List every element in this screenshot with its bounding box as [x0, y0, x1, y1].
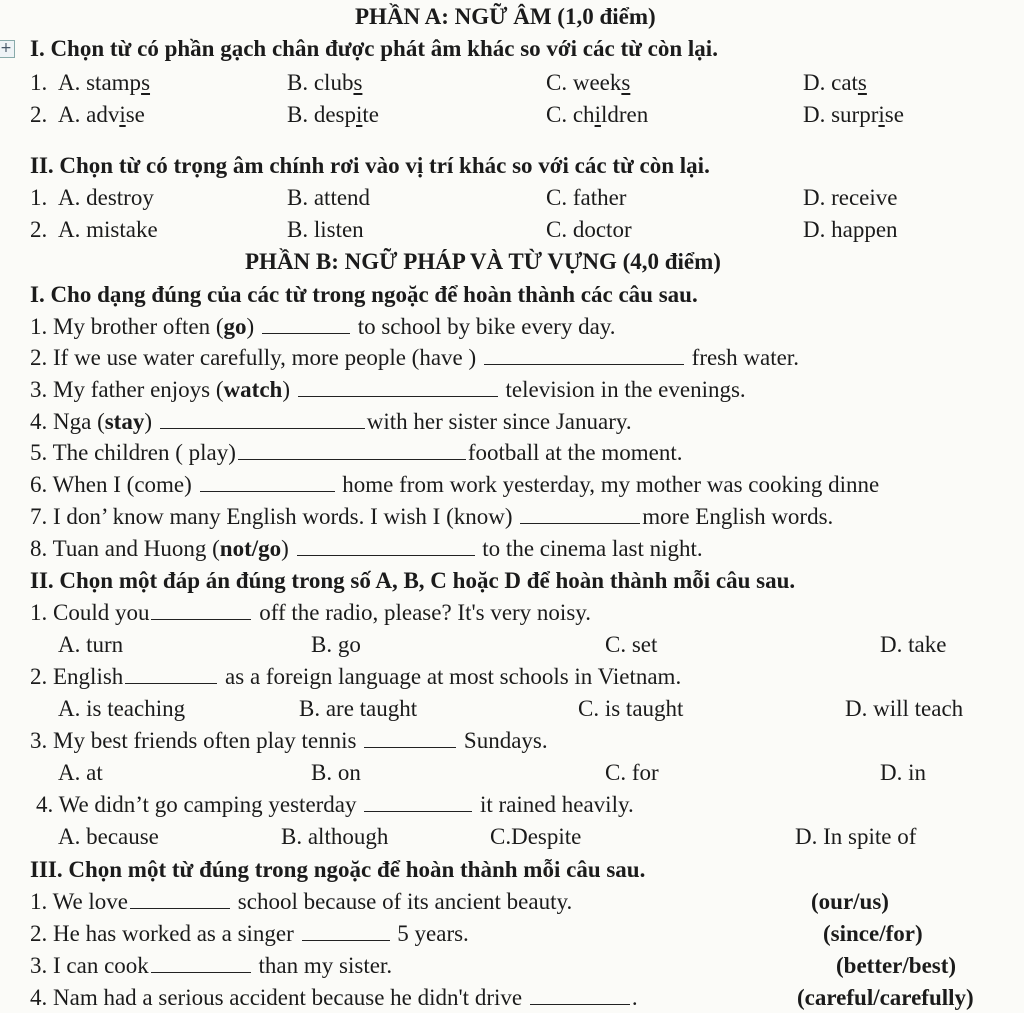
answer-blank[interactable]: [297, 537, 475, 556]
answer-blank[interactable]: [125, 665, 217, 684]
part-a-section2-heading: II. Chọn từ có trọng âm chính rơi vào vị trí khác so với các từ còn lại.: [30, 153, 710, 178]
question-row: 3. My father enjoys (watch) television in the evenings.: [30, 377, 746, 402]
answer-blank[interactable]: [130, 890, 230, 909]
question-row: 2. English as a foreign language at most schools in Vietnam.: [30, 664, 682, 689]
expand-icon[interactable]: +: [0, 40, 15, 58]
answer-blank[interactable]: [262, 315, 350, 334]
question-row: 1. Could you off the radio, please? It's very noisy.: [30, 600, 592, 625]
answer-blank[interactable]: [484, 346, 684, 365]
part-a-section1-heading: I. Chọn từ có phần gạch chân được phát âm khác so với các từ còn lại.: [30, 36, 718, 61]
answer-blank[interactable]: [151, 954, 251, 973]
question-row: 3. My best friends often play tennis Sundays.: [30, 728, 548, 753]
question-row: 4. Nga (stay) with her sister since January.: [30, 409, 632, 434]
question-row: 6. When I (come) home from work yesterday, my mother was cooking dinne: [30, 472, 880, 497]
answer-blank[interactable]: [520, 505, 640, 524]
answer-blank[interactable]: [151, 601, 251, 620]
question-row: 4. We didn’t go camping yesterday it rained heavily.: [36, 792, 634, 817]
part-b-section2-heading: II. Chọn một đáp án đúng trong số A, B, C hoặc D để hoàn thành mỗi câu sau.: [30, 568, 796, 593]
answer-blank[interactable]: [364, 729, 456, 748]
part-b-section1-heading: I. Cho dạng đúng của các từ trong ngoặc để hoàn thành các câu sau.: [30, 282, 698, 307]
question-row: 2. If we use water carefully, more people (have ) fresh water.: [30, 345, 799, 370]
part-b-section3-heading: III. Chọn một từ đúng trong ngoặc để hoàn thành mỗi câu sau.: [30, 857, 646, 882]
answer-blank[interactable]: [530, 986, 630, 1005]
answer-blank[interactable]: [160, 410, 365, 429]
question-row: 8. Tuan and Huong (not/go) to the cinema last night.: [30, 536, 703, 561]
answer-blank[interactable]: [200, 473, 335, 492]
answer-blank[interactable]: [238, 441, 466, 460]
answer-blank[interactable]: [364, 793, 472, 812]
answer-blank[interactable]: [298, 378, 498, 397]
question-row: 5. The children ( play) football at the moment.: [30, 440, 683, 465]
question-row: 1. My brother often (go) to school by bike every day.: [30, 314, 616, 339]
question-row: 7. I don’ know many English words. I wish I (know) more English words.: [30, 504, 834, 529]
part-b-title: PHẦN B: NGỮ PHÁP VÀ TỪ VỰNG (4,0 điểm): [245, 249, 721, 274]
part-a-title: PHẦN A: NGỮ ÂM (1,0 điểm): [355, 4, 656, 29]
answer-blank[interactable]: [302, 922, 390, 941]
